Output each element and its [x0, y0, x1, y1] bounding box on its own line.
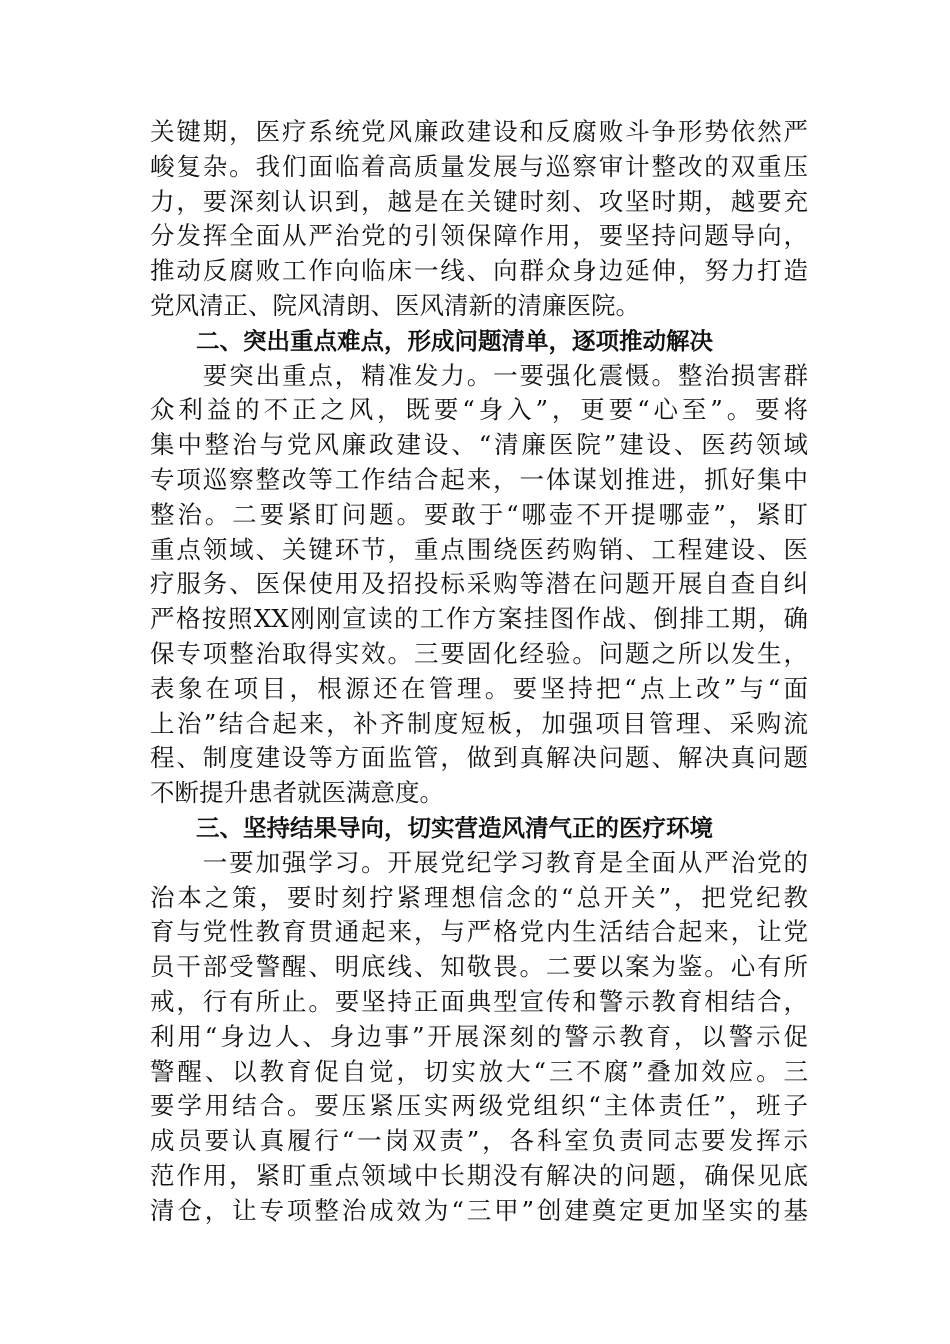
- text-line: 关键期，医疗系统党风廉政建设和反腐败斗争形势依然严: [150, 117, 808, 146]
- paragraph-3: [150, 846, 808, 1229]
- text-line: 严格按照XX刚刚宣读的工作方案挂图作战、倒排工期，确: [150, 604, 808, 634]
- text-line: 众利益的不正之风，既要“身入”，更要“心至”。要将: [150, 395, 808, 425]
- text-line: 保专项整治取得实效。三要固化经验。问题之所以发生，: [150, 638, 808, 668]
- section-heading-2: 二、突出重点难点，形成问题清单，逐项推动解决: [196, 326, 713, 355]
- text-line: 利用“身边人、身边事”开展深刻的警示教育，以警示促: [150, 1021, 808, 1051]
- text-line: 育与党性教育贯通起来，与严格党内生活结合起来，让党: [150, 917, 808, 947]
- text-line: 要突出重点，精准发力。一要强化震慑。整治损害群: [150, 360, 808, 390]
- text-line: 推动反腐败工作向临床一线、向群众身边延伸，努力打造: [150, 256, 808, 286]
- document-page: [150, 115, 808, 1229]
- text-line: 警醒、以教育促自觉，切实放大“三不腐”叠加效应。三: [150, 1056, 808, 1086]
- text-line: 整治。二要紧盯问题。要敢于“哪壶不开提哪壶”，紧盯: [150, 499, 808, 529]
- text-line: 成员要认真履行“一岗双责”，各科室负责同志要发挥示: [150, 1126, 808, 1156]
- text-line: 程、制度建设等方面监管，做到真解决问题、解决真问题: [150, 743, 808, 773]
- text-line: 员干部受警醒、明底线、知敬畏。二要以案为鉴。心有所: [150, 952, 808, 982]
- text-line: 疗服务、医保使用及招投标采购等潜在问题开展自查自纠: [150, 569, 808, 599]
- text-line: 清仓，让专项整治成效为“三甲”创建奠定更加坚实的基: [150, 1195, 808, 1225]
- paragraph-1: [150, 115, 808, 324]
- text-line: 党风清正、院风清朗、医风清新的清廉医院。: [150, 290, 640, 320]
- text-line: 集中整治与党风廉政建设、“清廉医院”建设、医药领域: [150, 430, 808, 460]
- text-line: 要学用结合。要压紧压实两级党组织“主体责任”，班子: [150, 1091, 808, 1121]
- text-line: 重点领域、关键环节，重点围绕医药购销、工程建设、医: [150, 534, 808, 564]
- text-line: 范作用，紧盯重点领域中长期没有解决的问题，确保见底: [150, 1160, 808, 1190]
- text-line: 不断提升患者就医满意度。: [150, 778, 444, 808]
- text-line: 治本之策，要时刻拧紧理想信念的“总开关”，把党纪教: [150, 882, 808, 912]
- section-heading-3: 三、坚持结果导向，切实营造风清气正的医疗环境: [196, 813, 713, 842]
- text-line: 上治”结合起来，补齐制度短板，加强项目管理、采购流: [150, 708, 808, 738]
- text-line: 力，要深刻认识到，越是在关键时刻、攻坚时期，越要充: [150, 186, 808, 216]
- text-line: 表象在项目，根源还在管理。要坚持把“点上改”与“面: [150, 673, 808, 703]
- text-line: 峻复杂。我们面临着高质量发展与巡察审计整改的双重压: [150, 151, 808, 181]
- text-line: 戒，行有所止。要坚持正面典型宣传和警示教育相结合，: [150, 986, 808, 1016]
- text-line: 一要加强学习。开展党纪学习教育是全面从严治党的: [150, 847, 808, 877]
- text-line: 专项巡察整改等工作结合起来，一体谋划推进，抓好集中: [150, 464, 808, 494]
- text-line: 分发挥全面从严治党的引领保障作用，要坚持问题导向，: [150, 221, 808, 251]
- paragraph-2: [150, 359, 808, 811]
